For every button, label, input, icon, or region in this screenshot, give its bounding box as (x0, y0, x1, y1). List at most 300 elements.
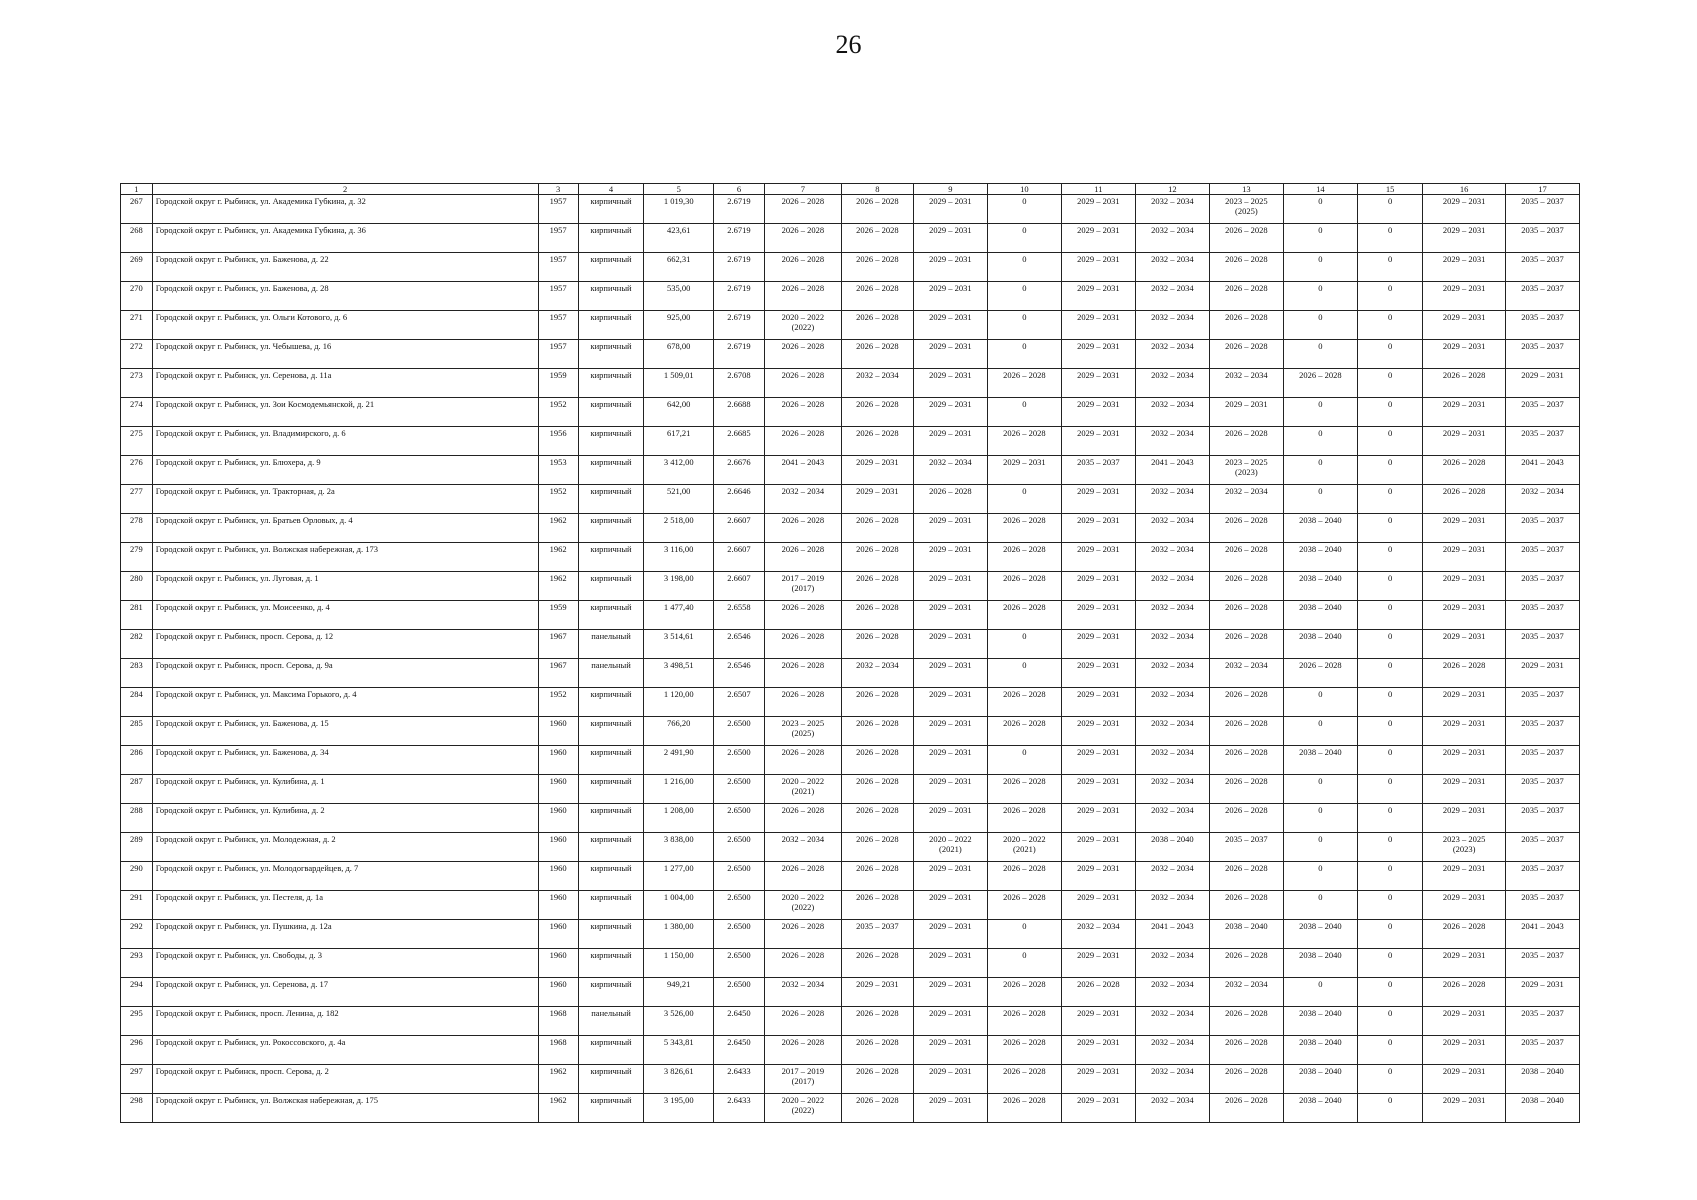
table-cell: 2032 – 2034 (1135, 543, 1209, 572)
table-cell: 2026 – 2028 (987, 572, 1061, 601)
table-cell: 2026 – 2028 (987, 543, 1061, 572)
column-header-13: 13 (1209, 184, 1283, 195)
table-cell: 2035 – 2037 (1505, 1036, 1579, 1065)
table-cell: кирпичный (578, 746, 644, 775)
table-cell: 2035 – 2037 (1505, 862, 1579, 891)
table-cell: 2.6450 (714, 1007, 765, 1036)
table-cell: 0 (1357, 224, 1423, 253)
table-cell: 2029 – 2031 (913, 775, 987, 804)
table-cell: 2020 – 2022 (2021) (764, 775, 841, 804)
table-cell: 2032 – 2034 (1135, 601, 1209, 630)
table-cell: 2.6688 (714, 398, 765, 427)
table-cell: 2026 – 2028 (1209, 427, 1283, 456)
table-row (121, 862, 1580, 891)
table-cell: 2026 – 2028 (841, 717, 913, 746)
table-cell: 2038 – 2040 (1283, 572, 1357, 601)
table-cell: 2029 – 2031 (1423, 224, 1505, 253)
table-row (121, 659, 1580, 688)
table-cell: 0 (1283, 891, 1357, 920)
table-cell: 2029 – 2031 (913, 978, 987, 1007)
table-cell: 2026 – 2028 (764, 630, 841, 659)
table-cell: 2038 – 2040 (1283, 630, 1357, 659)
table-cell: 766,20 (644, 717, 714, 746)
table-cell: 0 (1283, 195, 1357, 224)
table-cell: 2.6500 (714, 949, 765, 978)
table-cell: 2026 – 2028 (1209, 630, 1283, 659)
table-cell: 2.6719 (714, 311, 765, 340)
table-cell: 2032 – 2034 (1135, 1007, 1209, 1036)
table-cell: 2032 – 2034 (1135, 688, 1209, 717)
table-cell: 2026 – 2028 (841, 891, 913, 920)
table-cell: 2026 – 2028 (1209, 340, 1283, 369)
table-cell: 2038 – 2040 (1283, 746, 1357, 775)
table-cell: 3 526,00 (644, 1007, 714, 1036)
table-cell: 678,00 (644, 340, 714, 369)
table-cell: 2038 – 2040 (1283, 920, 1357, 949)
table-cell: 2029 – 2031 (913, 920, 987, 949)
table-cell: 2038 – 2040 (1283, 514, 1357, 543)
address-cell: Городской округ г. Рыбинск, просп. Серова, д. 9а (152, 659, 538, 688)
table-cell: 2032 – 2034 (1135, 1036, 1209, 1065)
table-body (121, 195, 1580, 1123)
table-cell: 2026 – 2028 (1209, 543, 1283, 572)
table-cell: 1 208,00 (644, 804, 714, 833)
table-cell: 0 (1283, 456, 1357, 485)
address-cell: Городской округ г. Рыбинск, ул. Баженова, д. 15 (152, 717, 538, 746)
table-row (121, 456, 1580, 485)
address-cell: Городской округ г. Рыбинск, ул. Зои Космодемьянской, д. 21 (152, 398, 538, 427)
table-cell: 2035 – 2037 (1505, 891, 1579, 920)
table-cell: 2032 – 2034 (1135, 630, 1209, 659)
column-header-8: 8 (841, 184, 913, 195)
table-cell: 2029 – 2031 (1423, 311, 1505, 340)
table-cell: кирпичный (578, 456, 644, 485)
table-cell: 271 (121, 311, 153, 340)
table-cell: 290 (121, 862, 153, 891)
table-cell: 2029 – 2031 (1061, 514, 1135, 543)
table-cell: 2026 – 2028 (764, 369, 841, 398)
table-cell: 0 (1357, 485, 1423, 514)
table-cell: 2.6500 (714, 833, 765, 862)
table-cell: 2026 – 2028 (841, 1007, 913, 1036)
table-cell: 2020 – 2022 (2021) (987, 833, 1061, 862)
table-cell: 2026 – 2028 (1209, 804, 1283, 833)
table-cell: 925,00 (644, 311, 714, 340)
table-cell: кирпичный (578, 949, 644, 978)
table-cell: 2029 – 2031 (1423, 688, 1505, 717)
address-cell: Городской округ г. Рыбинск, ул. Кулибина, д. 1 (152, 775, 538, 804)
table-cell: 2026 – 2028 (1283, 659, 1357, 688)
table-cell: 2029 – 2031 (913, 282, 987, 311)
table-cell: 0 (1357, 601, 1423, 630)
table-cell: 2041 – 2043 (1505, 456, 1579, 485)
address-cell: Городской округ г. Рыбинск, ул. Свободы, д. 3 (152, 949, 538, 978)
table-cell: 2026 – 2028 (987, 1036, 1061, 1065)
table-cell: 2029 – 2031 (1505, 659, 1579, 688)
table-cell: кирпичный (578, 311, 644, 340)
table-cell: 2026 – 2028 (913, 485, 987, 514)
table-cell: 2032 – 2034 (1135, 1065, 1209, 1094)
table-cell: 2029 – 2031 (1061, 659, 1135, 688)
table-row (121, 282, 1580, 311)
table-cell: кирпичный (578, 282, 644, 311)
table-cell: 2032 – 2034 (764, 485, 841, 514)
address-cell: Городской округ г. Рыбинск, ул. Максима Горького, д. 4 (152, 688, 538, 717)
table-cell: 2.6500 (714, 775, 765, 804)
table-cell: 2038 – 2040 (1209, 920, 1283, 949)
address-cell: Городской округ г. Рыбинск, ул. Моисеенко, д. 4 (152, 601, 538, 630)
table-cell: 2035 – 2037 (1505, 775, 1579, 804)
table-row (121, 630, 1580, 659)
table-cell: 2.6719 (714, 195, 765, 224)
table-cell: 535,00 (644, 282, 714, 311)
table-cell: 2.6607 (714, 514, 765, 543)
table-cell: 0 (1283, 485, 1357, 514)
table-cell: 2029 – 2031 (913, 311, 987, 340)
table-cell: 2026 – 2028 (987, 804, 1061, 833)
table-cell: 2029 – 2031 (1209, 398, 1283, 427)
table-cell: 0 (1357, 369, 1423, 398)
table-cell: 2032 – 2034 (1135, 340, 1209, 369)
table-cell: 2035 – 2037 (1505, 949, 1579, 978)
table-cell: 2023 – 2025 (2023) (1209, 456, 1283, 485)
table-cell: 0 (1283, 717, 1357, 746)
column-header-4: 4 (578, 184, 644, 195)
table-cell: 2026 – 2028 (1061, 978, 1135, 1007)
table-cell: 1960 (538, 920, 578, 949)
table-cell: 2026 – 2028 (841, 572, 913, 601)
address-cell: Городской округ г. Рыбинск, просп. Серова, д. 12 (152, 630, 538, 659)
table-row (121, 340, 1580, 369)
table-cell: 2026 – 2028 (841, 340, 913, 369)
table-cell: 2026 – 2028 (841, 601, 913, 630)
table-cell: 2029 – 2031 (1423, 949, 1505, 978)
table-cell: 2026 – 2028 (1423, 369, 1505, 398)
table-cell: 2026 – 2028 (987, 862, 1061, 891)
table-row (121, 485, 1580, 514)
table-cell: 2029 – 2031 (1061, 282, 1135, 311)
table-cell: 2.6646 (714, 485, 765, 514)
table-cell: 2032 – 2034 (1135, 949, 1209, 978)
table-cell: 2035 – 2037 (1505, 630, 1579, 659)
address-cell: Городской округ г. Рыбинск, ул. Братьев Орловых, д. 4 (152, 514, 538, 543)
table-cell: кирпичный (578, 920, 644, 949)
column-header-17: 17 (1505, 184, 1579, 195)
table-cell: 2020 – 2022 (2022) (764, 311, 841, 340)
table-cell: 284 (121, 688, 153, 717)
table-cell: 2029 – 2031 (1061, 572, 1135, 601)
table-cell: кирпичный (578, 427, 644, 456)
table-cell: 2026 – 2028 (841, 253, 913, 282)
table-cell: 282 (121, 630, 153, 659)
table-cell: 2035 – 2037 (1505, 340, 1579, 369)
table-cell: 3 195,00 (644, 1094, 714, 1123)
table-cell: 2026 – 2028 (764, 920, 841, 949)
table-cell: 297 (121, 1065, 153, 1094)
table-cell: 2.6500 (714, 891, 765, 920)
table-cell: 1962 (538, 1065, 578, 1094)
table-cell: 2026 – 2028 (1209, 949, 1283, 978)
table-cell: 2032 – 2034 (1135, 775, 1209, 804)
table-cell: 2026 – 2028 (987, 717, 1061, 746)
table-cell: 0 (987, 485, 1061, 514)
table-cell: 1 150,00 (644, 949, 714, 978)
table-cell: 2029 – 2031 (841, 978, 913, 1007)
table-row (121, 224, 1580, 253)
table-cell: 2029 – 2031 (1061, 485, 1135, 514)
table-cell: 2026 – 2028 (1209, 311, 1283, 340)
table-cell: 2035 – 2037 (1505, 804, 1579, 833)
table-cell: 293 (121, 949, 153, 978)
table-cell: 281 (121, 601, 153, 630)
address-cell: Городской округ г. Рыбинск, ул. Серенова, д. 11а (152, 369, 538, 398)
table-cell: 1967 (538, 630, 578, 659)
table-cell: 2029 – 2031 (1423, 340, 1505, 369)
table-cell: 2.6500 (714, 862, 765, 891)
table-row (121, 572, 1580, 601)
table-cell: 2041 – 2043 (1135, 920, 1209, 949)
column-header-5: 5 (644, 184, 714, 195)
table-cell: 1 120,00 (644, 688, 714, 717)
table-cell: 2026 – 2028 (764, 398, 841, 427)
table-cell: 0 (1357, 1065, 1423, 1094)
table-cell: 1962 (538, 514, 578, 543)
table-cell: 2029 – 2031 (913, 949, 987, 978)
table-cell: 0 (1283, 978, 1357, 1007)
table-cell: 2029 – 2031 (1061, 543, 1135, 572)
table-cell: 2035 – 2037 (1505, 688, 1579, 717)
table-cell: 2032 – 2034 (1061, 920, 1135, 949)
table-cell: 0 (1357, 630, 1423, 659)
address-cell: Городской округ г. Рыбинск, просп. Серова, д. 2 (152, 1065, 538, 1094)
table-cell: 0 (1357, 195, 1423, 224)
table-cell: 0 (1357, 398, 1423, 427)
table-cell: 2026 – 2028 (764, 543, 841, 572)
table-cell: 1960 (538, 891, 578, 920)
table-cell: 423,61 (644, 224, 714, 253)
table-cell: 1957 (538, 224, 578, 253)
table-cell: 2 518,00 (644, 514, 714, 543)
table-cell: 1960 (538, 862, 578, 891)
table-cell: 2029 – 2031 (913, 572, 987, 601)
table-cell: 2029 – 2031 (913, 253, 987, 282)
table-row (121, 1094, 1580, 1123)
table-cell: 2026 – 2028 (1209, 253, 1283, 282)
table-cell: 2026 – 2028 (1209, 746, 1283, 775)
table-cell: 2.6558 (714, 601, 765, 630)
table-cell: 0 (1357, 804, 1423, 833)
table-cell: 1 509,01 (644, 369, 714, 398)
table-cell: 2032 – 2034 (913, 456, 987, 485)
table-cell: 2029 – 2031 (913, 804, 987, 833)
table-cell: 0 (1357, 717, 1423, 746)
table-cell: 2035 – 2037 (841, 920, 913, 949)
table-cell: 2026 – 2028 (764, 1036, 841, 1065)
header-row (121, 184, 1580, 195)
table-cell: 2029 – 2031 (1061, 688, 1135, 717)
table-cell: 2035 – 2037 (1505, 572, 1579, 601)
table-cell: 2029 – 2031 (1061, 427, 1135, 456)
column-header-16: 16 (1423, 184, 1505, 195)
table-cell: 2.6450 (714, 1036, 765, 1065)
table-cell: 2026 – 2028 (764, 804, 841, 833)
address-cell: Городской округ г. Рыбинск, ул. Баженова, д. 34 (152, 746, 538, 775)
table-cell: 1960 (538, 978, 578, 1007)
table-cell: панельный (578, 659, 644, 688)
table-cell: 2029 – 2031 (913, 340, 987, 369)
table-cell: 2029 – 2031 (1423, 804, 1505, 833)
table-cell: 274 (121, 398, 153, 427)
table-cell: 0 (1357, 1036, 1423, 1065)
table-cell: 1 277,00 (644, 862, 714, 891)
table-row (121, 949, 1580, 978)
table-cell: 2029 – 2031 (913, 746, 987, 775)
table-cell: 2029 – 2031 (1423, 630, 1505, 659)
table-cell: 2038 – 2040 (1505, 1065, 1579, 1094)
table-cell: 1959 (538, 601, 578, 630)
table-cell: 2029 – 2031 (1423, 572, 1505, 601)
table-cell: 296 (121, 1036, 153, 1065)
table-cell: 268 (121, 224, 153, 253)
table-cell: 2029 – 2031 (913, 688, 987, 717)
table-cell: 2029 – 2031 (1423, 427, 1505, 456)
table-cell: 2029 – 2031 (1423, 398, 1505, 427)
table-cell: 2026 – 2028 (987, 891, 1061, 920)
table-cell: 2026 – 2028 (841, 630, 913, 659)
table-cell: 1953 (538, 456, 578, 485)
column-header-11: 11 (1061, 184, 1135, 195)
table-cell: 2026 – 2028 (1209, 601, 1283, 630)
table-cell: 2026 – 2028 (841, 746, 913, 775)
table-row (121, 1007, 1580, 1036)
table-cell: 1952 (538, 688, 578, 717)
column-header-10: 10 (987, 184, 1061, 195)
table-cell: 3 838,00 (644, 833, 714, 862)
table-cell: 2026 – 2028 (1209, 717, 1283, 746)
table-cell: 2026 – 2028 (841, 1094, 913, 1123)
table-cell: 2026 – 2028 (987, 1094, 1061, 1123)
table-cell: кирпичный (578, 717, 644, 746)
table-cell: 3 198,00 (644, 572, 714, 601)
table-cell: 2026 – 2028 (764, 688, 841, 717)
table-cell: 0 (1357, 340, 1423, 369)
table-cell: 2032 – 2034 (1135, 717, 1209, 746)
table-cell: 286 (121, 746, 153, 775)
address-cell: Городской округ г. Рыбинск, ул. Чебышева, д. 16 (152, 340, 538, 369)
address-cell: Городской округ г. Рыбинск, ул. Баженова, д. 28 (152, 282, 538, 311)
table-cell: 1 216,00 (644, 775, 714, 804)
table-cell: 2026 – 2028 (841, 775, 913, 804)
table-cell: 2029 – 2031 (1061, 398, 1135, 427)
column-header-14: 14 (1283, 184, 1357, 195)
table-cell: 0 (987, 630, 1061, 659)
table-cell: 1957 (538, 311, 578, 340)
table-cell: кирпичный (578, 485, 644, 514)
table-cell: 2023 – 2025 (2025) (764, 717, 841, 746)
table-cell: 2026 – 2028 (764, 224, 841, 253)
table-cell: 285 (121, 717, 153, 746)
table-cell: 2.6607 (714, 543, 765, 572)
table-cell: 3 826,61 (644, 1065, 714, 1094)
table-cell: 2.6607 (714, 572, 765, 601)
table-cell: 1952 (538, 485, 578, 514)
table-cell: 275 (121, 427, 153, 456)
table-cell: 2029 – 2031 (913, 630, 987, 659)
table-cell: 2032 – 2034 (1135, 253, 1209, 282)
table-cell: 0 (1357, 949, 1423, 978)
table-cell: 1968 (538, 1007, 578, 1036)
table-cell: 0 (987, 311, 1061, 340)
table-cell: 2038 – 2040 (1283, 1065, 1357, 1094)
table-cell: 2029 – 2031 (913, 1036, 987, 1065)
table-cell: 3 514,61 (644, 630, 714, 659)
table-cell: кирпичный (578, 224, 644, 253)
table-cell: 2.6500 (714, 804, 765, 833)
table-row (121, 833, 1580, 862)
table-cell: 2029 – 2031 (1061, 717, 1135, 746)
address-cell: Городской округ г. Рыбинск, ул. Тракторная, д. 2а (152, 485, 538, 514)
table-cell: 1960 (538, 804, 578, 833)
table-cell: кирпичный (578, 572, 644, 601)
address-cell: Городской округ г. Рыбинск, ул. Академика Губкина, д. 32 (152, 195, 538, 224)
table-cell: 2029 – 2031 (913, 891, 987, 920)
table-cell: 2029 – 2031 (1423, 601, 1505, 630)
table-cell: 2029 – 2031 (913, 659, 987, 688)
table-cell: 2035 – 2037 (1505, 717, 1579, 746)
table-cell: 273 (121, 369, 153, 398)
table-cell: 2026 – 2028 (987, 369, 1061, 398)
table-cell: 617,21 (644, 427, 714, 456)
table-cell: кирпичный (578, 1065, 644, 1094)
table-cell: 0 (1283, 340, 1357, 369)
table-cell: 2026 – 2028 (987, 1065, 1061, 1094)
table-cell: 2029 – 2031 (913, 862, 987, 891)
column-header-2: 2 (152, 184, 538, 195)
address-cell: Городской округ г. Рыбинск, ул. Рокоссовского, д. 4а (152, 1036, 538, 1065)
table-cell: 0 (1357, 514, 1423, 543)
table-cell: 272 (121, 340, 153, 369)
table-cell: 2029 – 2031 (1423, 1036, 1505, 1065)
table-cell: 2029 – 2031 (1423, 253, 1505, 282)
table-cell: 1962 (538, 1094, 578, 1123)
table-cell: кирпичный (578, 862, 644, 891)
table-cell: 280 (121, 572, 153, 601)
table-row (121, 804, 1580, 833)
table-cell: 2032 – 2034 (1135, 427, 1209, 456)
table-cell: кирпичный (578, 1094, 644, 1123)
table-cell: 2026 – 2028 (841, 1036, 913, 1065)
table-cell: 2038 – 2040 (1283, 1007, 1357, 1036)
table-cell: 2032 – 2034 (1135, 514, 1209, 543)
table-cell: 2029 – 2031 (913, 717, 987, 746)
table-cell: 2029 – 2031 (1061, 746, 1135, 775)
table-cell: 2026 – 2028 (764, 949, 841, 978)
table-cell: 2026 – 2028 (841, 427, 913, 456)
table-cell: 2026 – 2028 (764, 195, 841, 224)
table-cell: 2.6546 (714, 659, 765, 688)
table-row (121, 427, 1580, 456)
table-cell: 2038 – 2040 (1135, 833, 1209, 862)
table-cell: 2032 – 2034 (1209, 659, 1283, 688)
table-cell: 0 (1357, 456, 1423, 485)
table-cell: панельный (578, 630, 644, 659)
table-cell: 2029 – 2031 (913, 427, 987, 456)
column-header-1: 1 (121, 184, 153, 195)
table-cell: 2032 – 2034 (1135, 1094, 1209, 1123)
table-cell: кирпичный (578, 340, 644, 369)
table-cell: 2032 – 2034 (1135, 369, 1209, 398)
table-cell: 2026 – 2028 (1209, 688, 1283, 717)
